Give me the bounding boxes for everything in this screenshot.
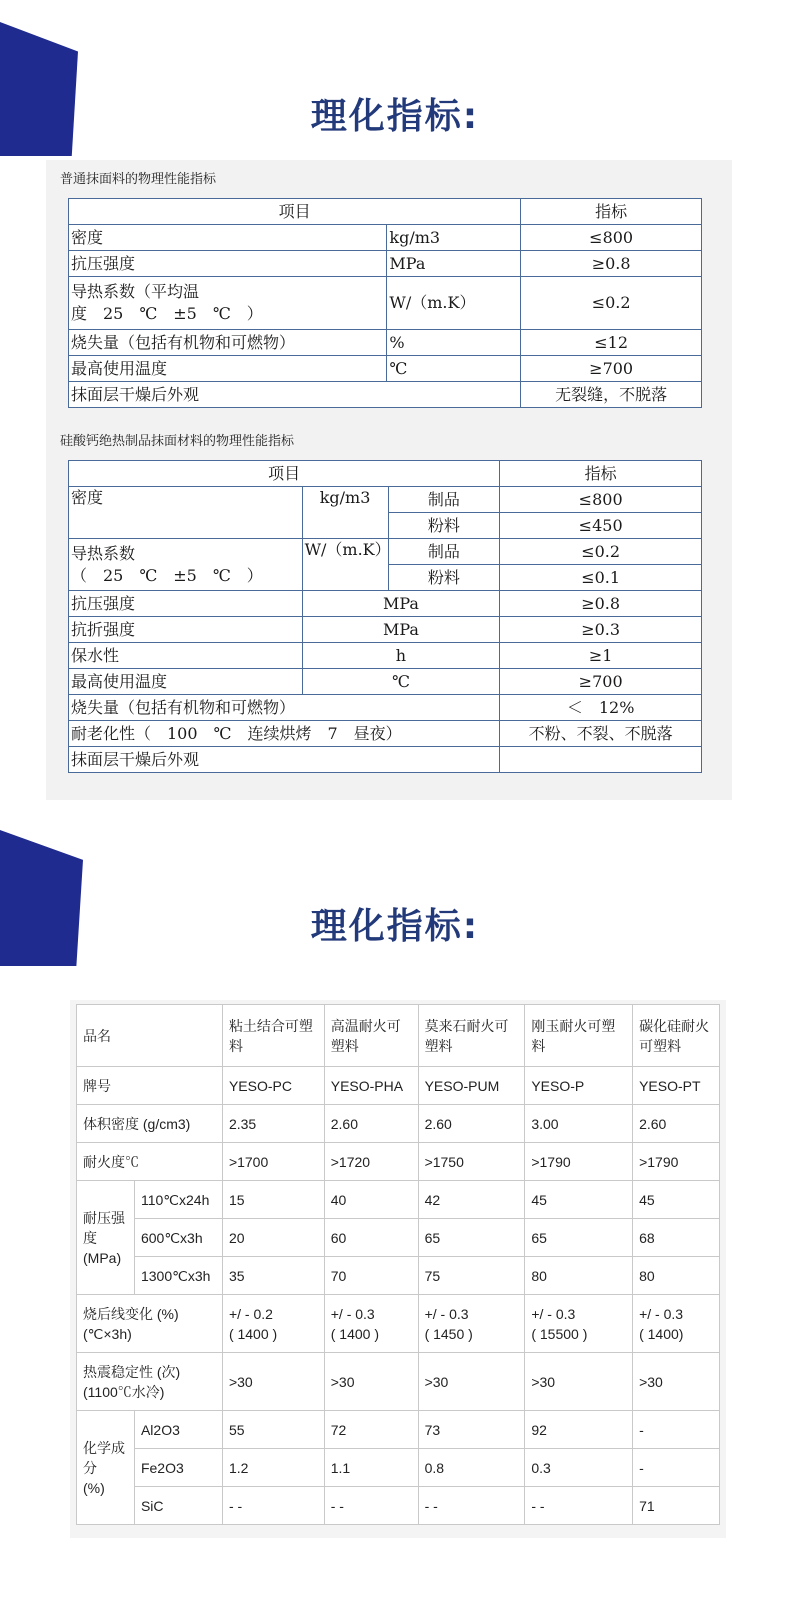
table-refractory-products <box>76 1004 720 1525</box>
table-cell: - <box>633 1411 720 1449</box>
row-value: ≥0.8 <box>521 251 702 277</box>
table-plaster-properties <box>68 198 702 408</box>
row-value: ≥0.8 <box>500 591 702 617</box>
row-name-line1: 导热系数（平均温 <box>71 282 200 301</box>
row-name: 最高使用温度 <box>69 356 387 382</box>
cell-line2: ( 1450 ) <box>424 1325 473 1342</box>
row-label <box>77 1295 223 1353</box>
table-cell: 2.60 <box>418 1105 525 1143</box>
row-value: 不粉、不裂、不脱落 <box>500 721 702 747</box>
table-row <box>69 695 702 721</box>
table-cell: 45 <box>633 1181 720 1219</box>
table-cell: 80 <box>633 1257 720 1295</box>
table-cell: 3.00 <box>525 1105 633 1143</box>
table-cell <box>525 1295 633 1353</box>
row-value: ≤0.1 <box>500 565 702 591</box>
row-unit: MPa <box>387 251 521 277</box>
row-unit: ℃ <box>387 356 521 382</box>
cell-line1: +/ - 0.3 <box>531 1305 576 1322</box>
header-cell: 粘土结合可塑料 <box>222 1005 324 1067</box>
cell-line1: +/ - 0.2 <box>228 1305 273 1322</box>
table-cell: 71 <box>633 1487 720 1525</box>
table2-caption: 硅酸钙绝热制品抹面材料的物理性能指标 <box>60 434 295 449</box>
table-cell: 92 <box>525 1411 633 1449</box>
table-cell: - - <box>418 1487 525 1525</box>
cell-line1: +/ - 0.3 <box>424 1305 469 1322</box>
table-row <box>69 721 702 747</box>
row-value: ≤800 <box>521 225 702 251</box>
row-name: 保水性 <box>69 643 303 669</box>
row-name <box>69 539 303 591</box>
table-cell <box>324 1295 418 1353</box>
row-unit: kg/m3 <box>302 487 388 539</box>
table-cell: 1.2 <box>222 1449 324 1487</box>
row-name: 抗压强度 <box>69 251 387 277</box>
row-name <box>69 277 387 330</box>
table-row <box>77 1487 720 1525</box>
table-cell: 15 <box>222 1181 324 1219</box>
table-row <box>69 643 702 669</box>
table-row <box>77 1067 720 1105</box>
row-label-line2: (℃×3h) <box>83 1325 132 1342</box>
row-name: 抹面层干燥后外观 <box>69 747 500 773</box>
row-value: ≤12 <box>521 330 702 356</box>
row-value: ≥700 <box>521 356 702 382</box>
table-cell: YESO-PC <box>222 1067 324 1105</box>
row-label-line1: 热震稳定性 (次) <box>83 1363 181 1380</box>
row-unit: W/（m.K） <box>387 277 521 330</box>
table-cell: 60 <box>324 1219 418 1257</box>
table-header-row <box>77 1005 720 1067</box>
table-cell: 0.3 <box>525 1449 633 1487</box>
section-heading-bottom: 理化指标: <box>310 906 480 947</box>
table-cell: 73 <box>418 1411 525 1449</box>
row-value: 无裂缝，不脱落 <box>521 382 702 408</box>
table-row <box>77 1449 720 1487</box>
row-name: 密度 <box>69 225 387 251</box>
table-row <box>69 330 702 356</box>
row-value: ＜ 12% <box>500 695 702 721</box>
row-sub: 粉料 <box>388 513 500 539</box>
row-label: 牌号 <box>77 1067 223 1105</box>
table-cell: 75 <box>418 1257 525 1295</box>
row-label-line1: 化学成分 <box>83 1439 125 1476</box>
table-row <box>69 356 702 382</box>
table-row <box>69 747 702 773</box>
table-row <box>77 1295 720 1353</box>
row-name: 烧失量（包括有机物和可燃物） <box>69 695 500 721</box>
row-sub: 制品 <box>388 539 500 565</box>
table-cell <box>633 1295 720 1353</box>
header-item: 项目 <box>69 199 521 225</box>
row-value: ≤800 <box>500 487 702 513</box>
row-unit: % <box>387 330 521 356</box>
row-name: 最高使用温度 <box>69 669 303 695</box>
cell-line1: +/ - 0.3 <box>330 1305 375 1322</box>
table-cell: 2.60 <box>633 1105 720 1143</box>
row-sublabel: 1300℃x3h <box>134 1257 222 1295</box>
row-value: ≤450 <box>500 513 702 539</box>
table-cell: >1720 <box>324 1143 418 1181</box>
table-calcium-silicate-properties <box>68 460 702 773</box>
table-cell: YESO-P <box>525 1067 633 1105</box>
table-cell: YESO-PT <box>633 1067 720 1105</box>
row-sublabel: SiC <box>134 1487 222 1525</box>
row-unit: h <box>302 643 500 669</box>
cell-line2: ( 1400) <box>639 1325 684 1342</box>
row-sub: 粉料 <box>388 565 500 591</box>
table-cell: - - <box>525 1487 633 1525</box>
table-cell: - <box>633 1449 720 1487</box>
table-cell: 55 <box>222 1411 324 1449</box>
row-label <box>77 1353 223 1411</box>
table-cell: - - <box>324 1487 418 1525</box>
table-cell: 65 <box>525 1219 633 1257</box>
table-cell: 40 <box>324 1181 418 1219</box>
table-cell: 45 <box>525 1181 633 1219</box>
cell-line1: +/ - 0.3 <box>639 1305 684 1322</box>
table-row <box>77 1219 720 1257</box>
row-value <box>500 747 702 773</box>
table1-caption: 普通抹面料的物理性能指标 <box>60 172 217 187</box>
cell-line2: ( 15500 ) <box>531 1325 588 1342</box>
table-cell: >1790 <box>525 1143 633 1181</box>
table-cell: >30 <box>525 1353 633 1411</box>
table-cell: 68 <box>633 1219 720 1257</box>
table-row <box>69 669 702 695</box>
table-cell: 20 <box>222 1219 324 1257</box>
table-row <box>77 1257 720 1295</box>
table-header-row <box>69 461 702 487</box>
header-cell: 刚玉耐火可塑料 <box>525 1005 633 1067</box>
cell-line2: ( 1400 ) <box>330 1325 379 1342</box>
row-label: 耐火度℃ <box>77 1143 223 1181</box>
table-cell: >1750 <box>418 1143 525 1181</box>
table-cell: >30 <box>222 1353 324 1411</box>
row-name: 抗折强度 <box>69 617 303 643</box>
row-name: 耐老化性（ 100 ℃ 连续烘烤 7 昼夜） <box>69 721 500 747</box>
table-cell: 0.8 <box>418 1449 525 1487</box>
row-name-line2: （ 25 ℃ ±5 ℃ ） <box>71 565 263 585</box>
row-sublabel: Al2O3 <box>134 1411 222 1449</box>
table-row <box>77 1353 720 1411</box>
header-index: 指标 <box>500 461 702 487</box>
table-cell: 70 <box>324 1257 418 1295</box>
table-cell: >1700 <box>222 1143 324 1181</box>
table-row <box>69 382 702 408</box>
row-value: ≥0.3 <box>500 617 702 643</box>
row-name: 烧失量（包括有机物和可燃物） <box>69 330 387 356</box>
table-cell: 72 <box>324 1411 418 1449</box>
row-label: 耐压强度 (MPa) <box>77 1181 135 1295</box>
table-cell: >30 <box>324 1353 418 1411</box>
row-label-line2: (%) <box>83 1479 105 1496</box>
row-name: 抗压强度 <box>69 591 303 617</box>
table-cell: >1790 <box>633 1143 720 1181</box>
table-cell <box>418 1295 525 1353</box>
table-cell: >30 <box>633 1353 720 1411</box>
row-sublabel: 110℃x24h <box>134 1181 222 1219</box>
table-row <box>77 1411 720 1449</box>
row-label-line1: 烧后线变化 (%) <box>83 1305 179 1322</box>
row-label <box>77 1411 135 1525</box>
row-name-line1: 导热系数 <box>71 543 136 563</box>
row-label: 体积密度 (g/cm3) <box>77 1105 223 1143</box>
row-name-line2: 度 25 ℃ ±5 ℃ ） <box>71 304 263 323</box>
table-cell: 2.60 <box>324 1105 418 1143</box>
header-item: 项目 <box>69 461 500 487</box>
table-cell: YESO-PHA <box>324 1067 418 1105</box>
table-cell: >30 <box>418 1353 525 1411</box>
table-row <box>69 251 702 277</box>
table-header-row <box>69 199 702 225</box>
section-heading-top: 理化指标: <box>310 96 480 137</box>
row-value: ≥700 <box>500 669 702 695</box>
table-row <box>69 591 702 617</box>
row-sublabel: 600℃x3h <box>134 1219 222 1257</box>
table-row <box>69 487 702 513</box>
row-label-line2: (1100℃水冷) <box>83 1383 165 1400</box>
table-cell <box>222 1295 324 1353</box>
header-cell: 莫来石耐火可塑料 <box>418 1005 525 1067</box>
table-cell: 2.35 <box>222 1105 324 1143</box>
row-unit: ℃ <box>302 669 500 695</box>
table-cell: 65 <box>418 1219 525 1257</box>
header-cell: 高温耐火可塑料 <box>324 1005 418 1067</box>
row-unit: W/（m.K） <box>302 539 388 591</box>
header-cell: 品名 <box>77 1005 223 1067</box>
table-row <box>69 617 702 643</box>
table-cell: 35 <box>222 1257 324 1295</box>
table-cell: 42 <box>418 1181 525 1219</box>
row-sub: 制品 <box>388 487 500 513</box>
header-cell: 碳化硅耐火可塑料 <box>633 1005 720 1067</box>
table-row <box>77 1181 720 1219</box>
table-cell: YESO-PUM <box>418 1067 525 1105</box>
table-cell: 80 <box>525 1257 633 1295</box>
table-row <box>77 1143 720 1181</box>
table-row <box>69 539 702 565</box>
row-value: ≥1 <box>500 643 702 669</box>
row-name: 抹面层干燥后外观 <box>69 382 521 408</box>
row-value: ≤0.2 <box>521 277 702 330</box>
table-row <box>69 277 702 330</box>
table-cell: - - <box>222 1487 324 1525</box>
table-row <box>69 225 702 251</box>
row-unit: MPa <box>302 617 500 643</box>
table-row <box>77 1105 720 1143</box>
row-sublabel: Fe2O3 <box>134 1449 222 1487</box>
table-cell: 1.1 <box>324 1449 418 1487</box>
row-unit: MPa <box>302 591 500 617</box>
row-unit: kg/m3 <box>387 225 521 251</box>
cell-line2: ( 1400 ) <box>228 1325 278 1342</box>
row-name: 密度 <box>69 487 303 539</box>
row-value: ≤0.2 <box>500 539 702 565</box>
header-index: 指标 <box>521 199 702 225</box>
